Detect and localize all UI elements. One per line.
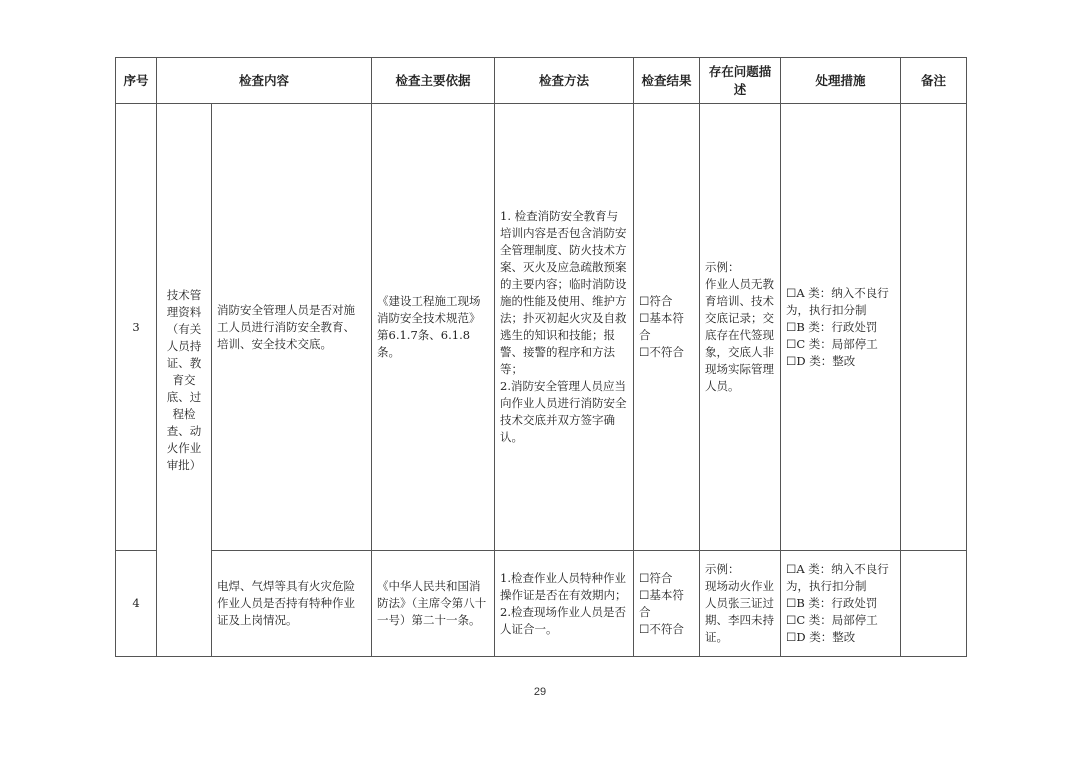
result-option-basic[interactable]: ☐基本符合 — [639, 587, 684, 619]
row-method — [495, 551, 634, 657]
measure-option-a[interactable]: ☐A 类：纳入不良行为，执行扣分制 — [786, 285, 889, 317]
row-result — [634, 104, 700, 551]
table-row — [116, 551, 967, 657]
measure-option-b[interactable]: ☐B 类：行政处罚 — [786, 319, 878, 334]
row-remark — [901, 551, 967, 657]
measure-option-b[interactable]: ☐B 类：行政处罚 — [786, 596, 878, 610]
measure-option-d[interactable]: ☐D 类：整改 — [786, 353, 856, 368]
text-line: 1.检查作业人员特种作业操作证是否在有效期内； — [500, 570, 627, 602]
table-row — [116, 104, 967, 551]
measure-option-a[interactable]: ☐A 类：纳入不良行为，执行扣分制 — [786, 562, 889, 593]
measure-option-c[interactable]: ☐C 类：局部停工 — [786, 336, 878, 351]
text-line: 示例： — [705, 562, 740, 576]
measure-option-c[interactable]: ☐C 类：局部停工 — [786, 613, 878, 627]
header-remark: 备注 — [901, 58, 967, 104]
row-seq: 4 — [116, 551, 157, 657]
page-number: 29 — [533, 686, 547, 698]
text-line: 示例： — [705, 260, 740, 274]
result-option-conform[interactable]: ☐符合 — [639, 570, 673, 585]
row-basis: 《中华人民共和国消防法》（主席令第八十一号）第二十一条。 — [372, 551, 495, 657]
text-line: 2.检查现场作业人员是否人证合一。 — [500, 604, 626, 636]
result-option-nonconform[interactable]: ☐不符合 — [639, 345, 684, 359]
row-content: 电焊、气焊等具有火灾危险作业人员是否持有特种作业证及上岗情况。 — [212, 551, 372, 657]
row-basis: 《建设工程施工现场消防安全技术规范》第6.1.7条、6.1.8条。 — [372, 104, 495, 551]
text-line: 1. 检查消防安全教育与培训内容是否包含消防安全管理制度、防火技术方案、灭火及应急疏散预案的主要内容；临时消防设施的性能及使用、维护方法；扑灭初起火灾及自救逃生的知识和技能；报警、接警的程序和方法等； — [500, 209, 627, 376]
row-problem — [700, 551, 781, 657]
category-cell: 技术管理资料（有关人员持证、教育交底、过程检查、动火作业审批） — [157, 104, 212, 657]
row-measures — [781, 104, 901, 551]
result-option-conform[interactable]: ☐符合 — [639, 294, 673, 308]
text-line: 作业人员无教育培训、技术交底记录；交底存在代签现象，交底人非现场实际管理人员。 — [705, 277, 775, 393]
row-content: 消防安全管理人员是否对施工人员进行消防安全教育、培训、安全技术交底。 — [212, 104, 372, 551]
text-line: 现场动火作业人员张三证过期、李四未持证。 — [705, 579, 775, 644]
table-header-row — [116, 58, 967, 104]
header-basis: 检查主要依据 — [372, 58, 495, 104]
header-method: 检查方法 — [495, 58, 634, 104]
header-content: 检查内容 — [157, 58, 372, 104]
header-measures: 处理措施 — [781, 58, 901, 104]
row-method — [495, 104, 634, 551]
problem-text — [705, 259, 775, 395]
inspection-table — [115, 57, 967, 657]
row-remark — [901, 104, 967, 551]
header-result: 检查结果 — [634, 58, 700, 104]
result-option-basic[interactable]: ☐基本符合 — [639, 311, 684, 342]
header-problem: 存在问题描述 — [700, 58, 781, 104]
measure-option-d[interactable]: ☐D 类：整改 — [786, 630, 856, 644]
text-line: 2.消防安全管理人员应当向作业人员进行消防安全技术交底并双方签字确认。 — [500, 379, 627, 444]
row-measures — [781, 551, 901, 657]
result-option-nonconform[interactable]: ☐不符合 — [639, 621, 684, 636]
header-seq: 序号 — [116, 58, 157, 104]
row-seq: 3 — [116, 104, 157, 551]
problem-text — [705, 561, 775, 646]
method-text — [500, 570, 628, 638]
row-problem — [700, 104, 781, 551]
method-text — [500, 208, 628, 446]
row-result — [634, 551, 700, 657]
